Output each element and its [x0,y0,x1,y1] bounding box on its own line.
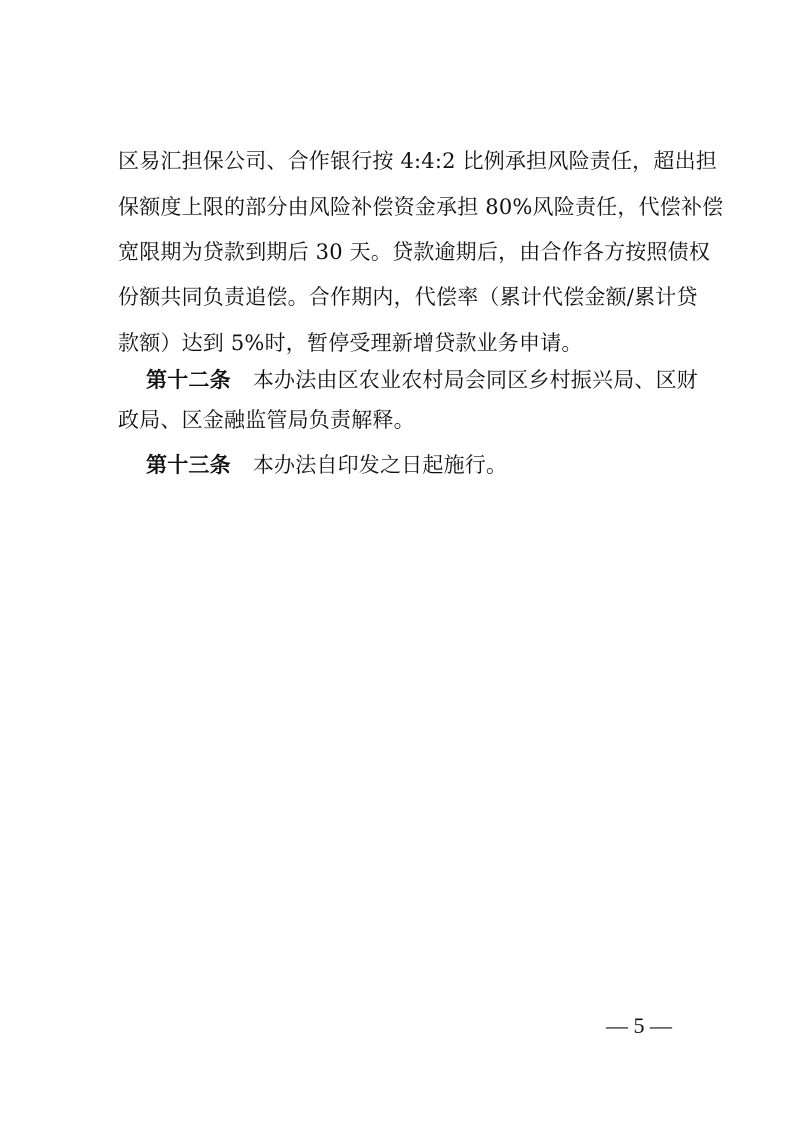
article-13-text: 本办法自印发之日起施行。 [252,453,508,477]
article-12-text: 本办法由区农业农村局会同区乡村振兴局、区财 [252,368,699,392]
article-12-second-line: 政局、区金融监管局负责解释。 [118,408,415,432]
page-number: — 5 — [606,1013,672,1038]
body-text-line: 宽限期为贷款到期后 30 天。贷款逾期后，由合作各方按照债权 [118,240,711,264]
article-12-label: 第十二条 [146,368,231,392]
body-text-line: 保额度上限的部分由风险补偿资金承担 80%风险责任，代偿补偿 [118,195,724,219]
body-text-line: 区易汇担保公司、合作银行按 4:4:2 比例承担风险责任，超出担 [118,149,717,173]
body-text-line: 份额共同负责追偿。合作期内，代偿率（累计代偿金额/累计贷 [118,285,698,309]
article-13-line [146,450,716,480]
article-12-first-line [146,365,716,395]
body-text-line: 款额）达到 5%时，暂停受理新增贷款业务申请。 [118,331,583,355]
article-13-label: 第十三条 [146,453,231,477]
